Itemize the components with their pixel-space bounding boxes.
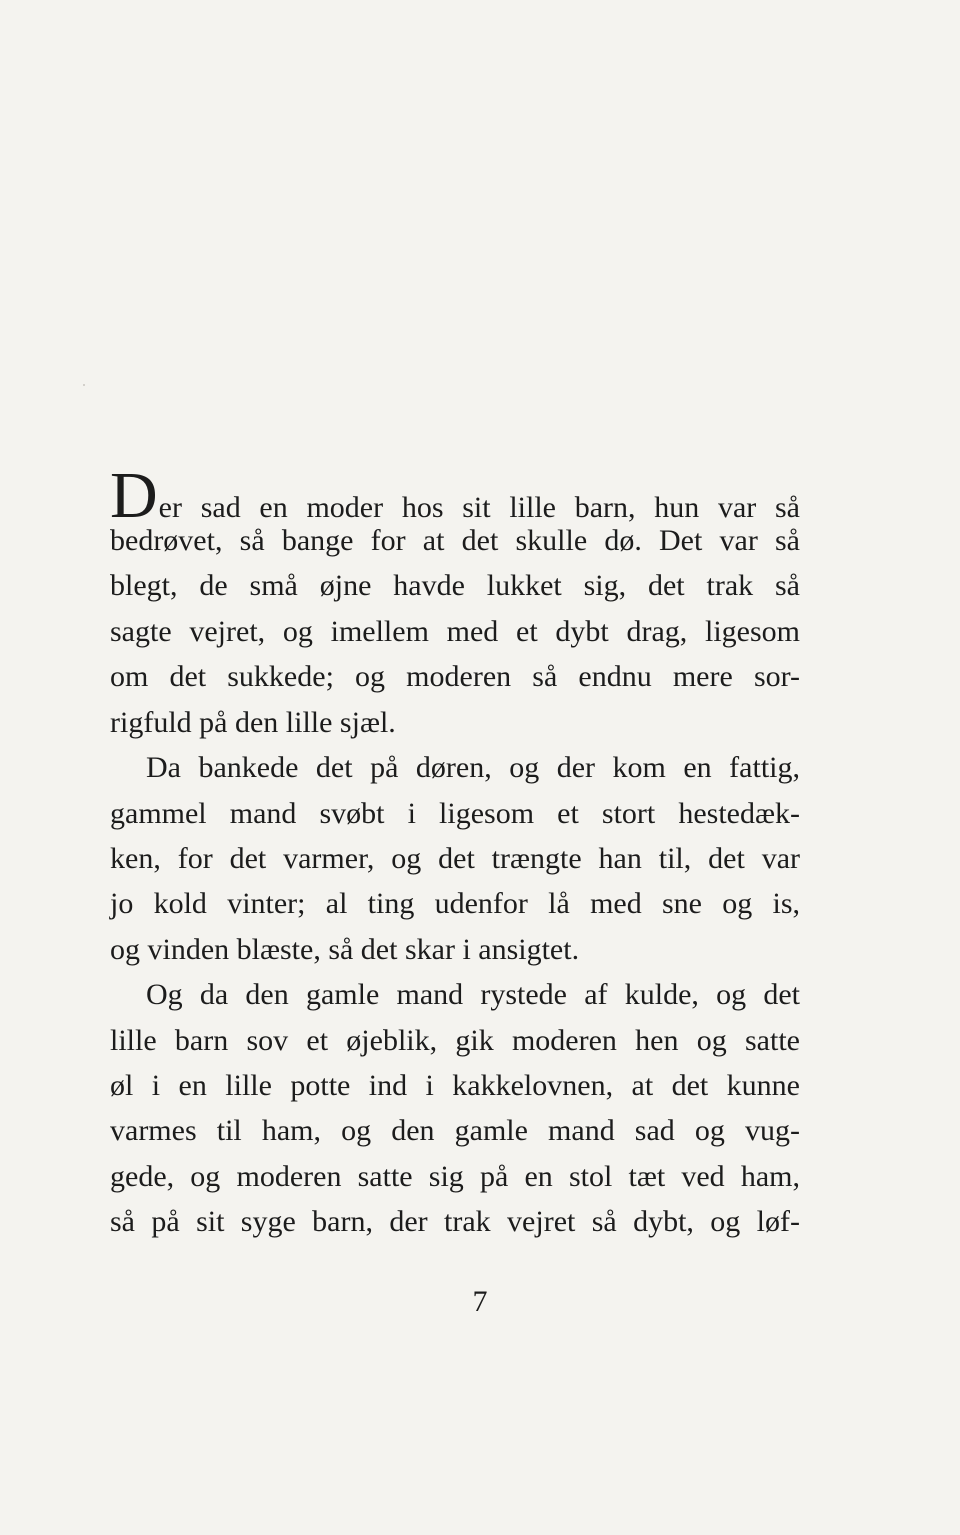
text-line: gede, og moderen satte sig på en stol tæt ved ham, <box>110 1160 800 1193</box>
text-line: øl i en lille potte ind i kakkelovnen, at det kunne <box>110 1069 800 1102</box>
text-line: sagte vejret, og imellem med et dybt drag, ligesom <box>110 615 800 648</box>
text-line: ken, for det varmer, og det trængte han til, det var <box>110 842 800 875</box>
text-line: varmes til ham, og den gamle mand sad og vug- <box>110 1114 800 1147</box>
text-line: gammel mand svøbt i ligesom et stort hestedæk- <box>110 797 800 830</box>
text-line: Og da den gamle mand rystede af kulde, og det <box>146 978 800 1011</box>
text-line: Da bankede det på døren, og der kom en fattig, <box>146 751 800 784</box>
text-line: lille barn sov et øjeblik, gik moderen hen og satte <box>110 1024 800 1057</box>
text-line: jo kold vinter; al ting udenfor lå med sne og is, <box>110 887 800 920</box>
page-number: 7 <box>472 1285 488 1318</box>
line-text: er sad en moder hos sit lille barn, hun var så <box>158 491 800 524</box>
text-line <box>110 459 800 532</box>
text-line: rigfuld på den lille sjæl. <box>110 706 396 739</box>
text-line: om det sukkede; og moderen så endnu mere sor- <box>110 660 800 693</box>
text-line: blegt, de små øjne havde lukket sig, det trak så <box>110 569 800 602</box>
text-line: så på sit syge barn, der trak vejret så dybt, og løf- <box>110 1205 800 1238</box>
drop-cap: D <box>110 459 158 532</box>
paper-speck <box>83 384 85 386</box>
text-line: bedrøvet, så bange for at det skulle dø. Det var så <box>110 524 800 557</box>
text-line: og vinden blæste, så det skar i ansigtet. <box>110 933 580 966</box>
